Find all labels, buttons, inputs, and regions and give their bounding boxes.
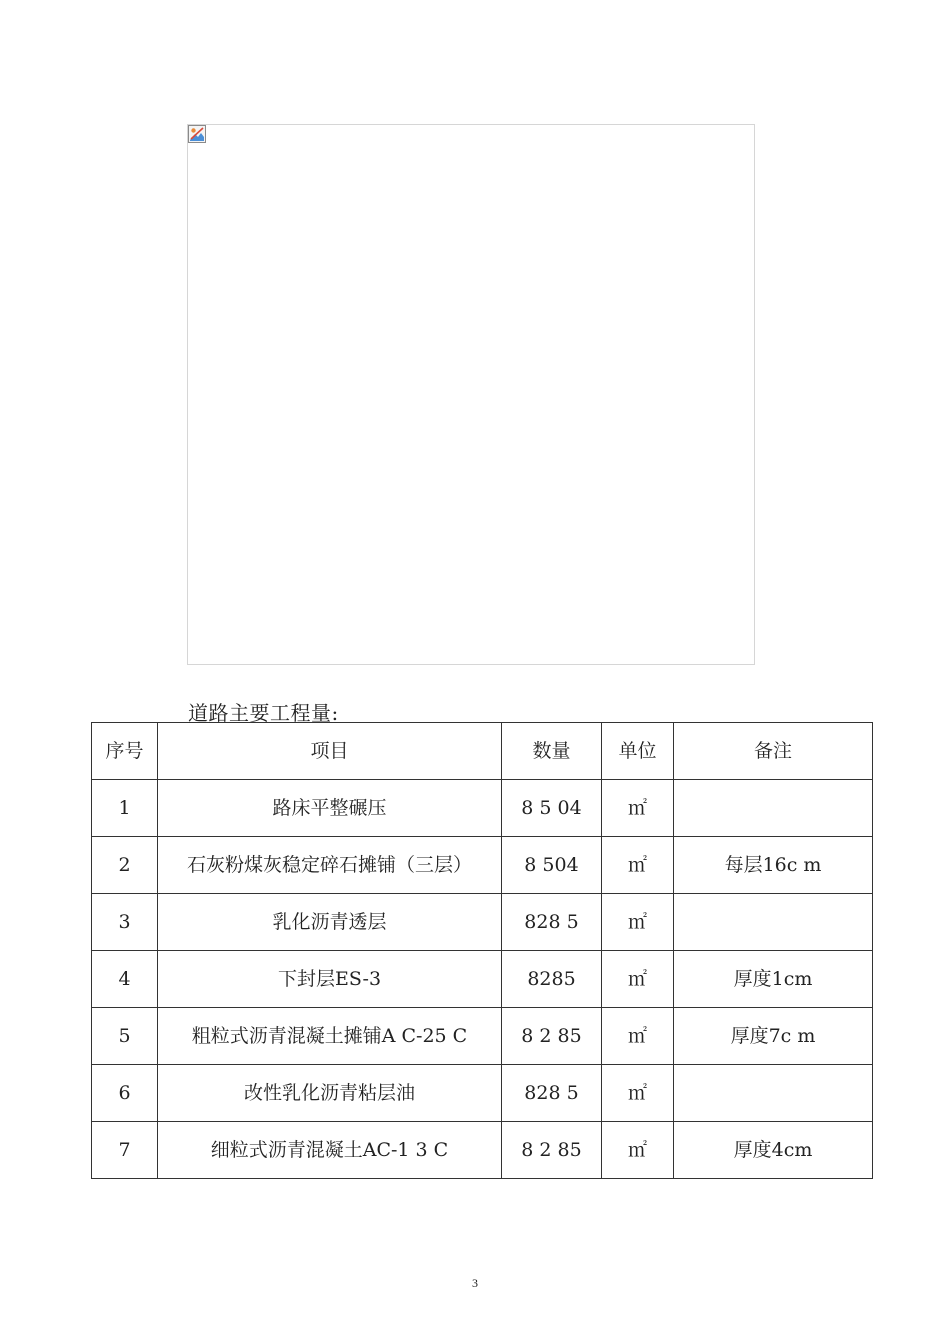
section-title: 道路主要工程量: [188,701,339,725]
cell-note [674,780,873,837]
cell-quantity: 828 5 [502,1065,602,1122]
cell-item: 石灰粉煤灰稳定碎石摊铺（三层） [158,837,502,894]
cell-serial: 3 [92,894,158,951]
table-row [92,1065,873,1122]
cell-serial: 4 [92,951,158,1008]
table-row [92,780,873,837]
header-unit: 单位 [602,723,674,780]
table-row [92,1122,873,1179]
cell-serial: 2 [92,837,158,894]
page-number: 3 [472,1276,478,1290]
cell-item: 路床平整碾压 [158,780,502,837]
cell-note [674,894,873,951]
header-item: 项目 [158,723,502,780]
cell-note: 厚度7c m [674,1008,873,1065]
cell-quantity: 828 5 [502,894,602,951]
table-row [92,951,873,1008]
table-row [92,837,873,894]
cell-unit: ㎡ [602,1065,674,1122]
cell-serial: 7 [92,1122,158,1179]
cell-note: 厚度1cm [674,951,873,1008]
cell-quantity: 8 2 85 [502,1008,602,1065]
header-note: 备注 [674,723,873,780]
table-header-row [92,723,873,780]
header-quantity: 数量 [502,723,602,780]
cell-note: 每层16c m [674,837,873,894]
cell-item: 细粒式沥青混凝土AC-1 3 C [158,1122,502,1179]
cell-quantity: 8 5 04 [502,780,602,837]
cell-item: 乳化沥青透层 [158,894,502,951]
cell-quantity: 8 504 [502,837,602,894]
table-row [92,1008,873,1065]
cell-quantity: 8285 [502,951,602,1008]
cell-item: 下封层ES-3 [158,951,502,1008]
cell-serial: 1 [92,780,158,837]
table-row [92,894,873,951]
header-serial: 序号 [92,723,158,780]
cell-item: 粗粒式沥青混凝土摊铺A C-25 C [158,1008,502,1065]
cell-serial: 6 [92,1065,158,1122]
cell-unit: ㎡ [602,780,674,837]
cell-unit: ㎡ [602,837,674,894]
cell-unit: ㎡ [602,951,674,1008]
cell-quantity: 8 2 85 [502,1122,602,1179]
cell-serial: 5 [92,1008,158,1065]
broken-image-icon [188,125,206,143]
cell-item: 改性乳化沥青粘层油 [158,1065,502,1122]
quantities-table [91,722,873,1179]
cell-note: 厚度4cm [674,1122,873,1179]
cell-unit: ㎡ [602,1008,674,1065]
cell-note [674,1065,873,1122]
cell-unit: ㎡ [602,894,674,951]
cell-unit: ㎡ [602,1122,674,1179]
image-placeholder [187,124,755,665]
